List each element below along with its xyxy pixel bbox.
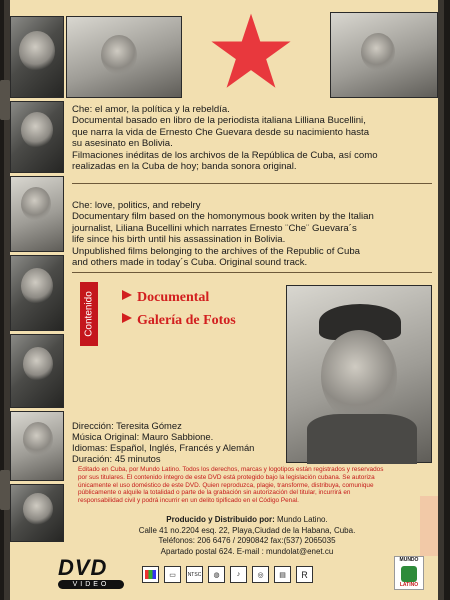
producer-label: Producido y Distribuido por:: [166, 515, 275, 524]
producer-address: Calle 41 no.2204 esq. 22, Playa,Ciudad de la Habana, Cuba.: [138, 525, 356, 535]
legal-line: Editado en Cuba, por Mundo Latino. Todos los derechos, marcas y logotipos están registrados y reservados: [78, 466, 384, 473]
producer-phones: Teléfonos: 206 6476 / 2090842 fax:(537) 2065035: [158, 536, 336, 545]
photo-strip-4: [10, 334, 64, 408]
synopsis-spanish-line: Documental basado en libro de la periodista italiana Lilliana Bucellini,: [72, 115, 366, 127]
legal-notice: [78, 466, 428, 505]
synopsis-spanish: [72, 104, 432, 172]
shoulders-shape: [307, 414, 417, 464]
mundo-logo-bottom: LATINO: [399, 582, 419, 588]
photo-che-portrait: [286, 285, 432, 463]
photo-top-right-jeep: [330, 12, 438, 98]
audio-icon: ♪: [230, 566, 247, 583]
dvd-back-cover: [10, 0, 438, 600]
case-clip-top: [0, 80, 10, 120]
photo-top-left: [10, 16, 64, 98]
credit-line-direction: Dirección: Teresita Gómez: [72, 420, 182, 431]
credit-line-music: Música Original: Mauro Sabbione.: [72, 431, 214, 442]
credit-line-duration: Duración: 45 minutos: [72, 453, 161, 464]
synopsis-spanish-line: realizadas en la Cuba de hoy; banda sonora original.: [72, 161, 297, 173]
price-sticker-tape: [420, 496, 438, 556]
region-globe-icon: ◍: [208, 566, 225, 583]
registered-icon: R: [296, 566, 313, 583]
photo-top-reading: [66, 16, 182, 98]
divider-2: [72, 272, 432, 273]
color-bars-icon: [142, 566, 159, 583]
arrow-right-icon: [122, 290, 132, 300]
synopsis-english: [72, 200, 432, 268]
synopsis-english-line: Documentary film based on the homonymous book writen by the Italian: [72, 211, 374, 223]
legal-line: por sus titulares. El contenido íntegro de este DVD está protegido bajo la legislación cubana. Se autoriza: [78, 473, 375, 481]
synopsis-english-line: Unpublished films belonging to the archives of the Republic of Cuba: [72, 245, 360, 257]
subtitle-icon: ▤: [274, 566, 291, 583]
credits: [72, 420, 292, 464]
photo-strip-6: [10, 484, 64, 542]
contents-item-label: Galería de Fotos: [137, 313, 236, 328]
legal-line: únicamente el uso doméstico de este DVD. Quien reproduzca, plagie, transforme, distribuya, comunique: [78, 481, 374, 489]
producer-info: [102, 515, 392, 557]
contents-item-label: Documental: [137, 290, 210, 305]
photo-strip-5: [10, 411, 64, 481]
contents-label-tab: [80, 282, 98, 346]
synopsis-english-line: and others made in today´s Cuba. Original sound track.: [72, 257, 308, 269]
dvd-video-logo: [58, 557, 132, 591]
synopsis-english-line: life since his birth until his assassination in Bolivia.: [72, 234, 286, 246]
synopsis-spanish-line: Filmaciones inéditas de los archivos de la República de Cuba, así como: [72, 149, 378, 161]
producer-email: Apartado postal 624. E-mail : mundolat@enet.cu: [160, 546, 334, 556]
arrow-right-icon: [122, 313, 132, 323]
synopsis-spanish-line: su asesinato en Bolivia.: [72, 138, 173, 150]
format-icons: [142, 566, 313, 583]
synopsis-english-line: journalist, Liliana Bucellini which narrates Ernesto ¨Che¨ Guevara´s: [72, 222, 357, 234]
mundo-logo-top: MUNDO: [399, 557, 419, 563]
contents-label: Contenido: [83, 291, 95, 337]
red-star-icon: [208, 12, 294, 92]
photo-strip-1: [10, 101, 64, 173]
mundo-latino-logo: [394, 556, 424, 590]
synopsis-spanish-line: que narra la vida de Ernesto Che Guevara desde su nacimiento hasta: [72, 126, 370, 138]
disc-layer-icon: ◎: [252, 566, 269, 583]
synopsis-spanish-title: Che: el amor, la política y la rebeldía.: [72, 104, 230, 115]
producer-name: Mundo Latino.: [276, 515, 328, 524]
case-clip-bottom: [0, 470, 10, 510]
legal-line: responsabilidad civil y podrá incurrir en un delito tipificado en el Código Penal.: [78, 497, 299, 505]
photo-strip-3: [10, 255, 64, 331]
ntsc-icon: NTSC: [186, 566, 203, 583]
divider-1: [72, 183, 432, 184]
credit-line-languages: Idiomas: Español, Inglés, Francés y Alemán: [72, 442, 255, 453]
contents-item-documental: [122, 290, 209, 306]
legal-line: públicamente o alquile la totalidad o parte de la grabación sin autorización del titular, incurrirá en: [78, 489, 351, 497]
dvd-logo-subtext: VIDEO: [58, 580, 124, 589]
photo-strip-2: [10, 176, 64, 252]
map-icon: [401, 566, 417, 582]
screen-format-icon: ▭: [164, 566, 181, 583]
dvd-logo-text: DVD: [58, 555, 108, 580]
synopsis-english-title: Che: love, politics, and rebelry: [72, 200, 201, 211]
contents-item-galeria: [122, 313, 236, 329]
